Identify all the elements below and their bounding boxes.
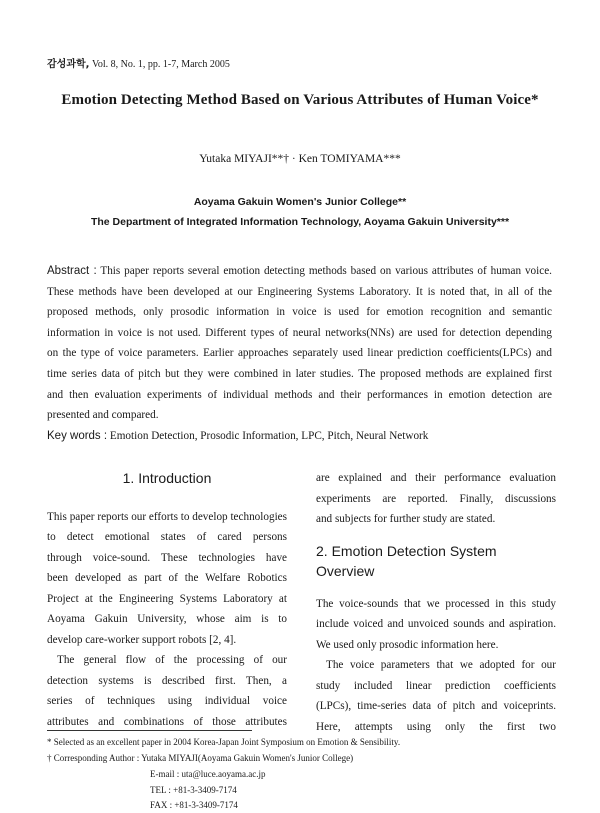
body-line: series of techniques using individual voice xyxy=(47,695,287,707)
abstract-line: These methods have been developed at our Engineering Systems Laboratory. It is noted that, in all of the xyxy=(47,285,552,298)
footnote-fax: FAX : +81-3-3409-7174 xyxy=(150,800,238,810)
abstract-label: Abstract : xyxy=(47,265,97,277)
paper-title: Emotion Detecting Method Based on Various Attributes of Human Voice* xyxy=(61,92,539,108)
body-line: (LPCs), time-series data of pitch and voiceprints. xyxy=(316,700,556,712)
footnote-corresponding-author: † Corresponding Author : Yutaka MIYAJI(Aoyama Gakuin Women's Junior College) xyxy=(47,753,354,763)
body-line: The general flow of the processing of our xyxy=(57,654,287,666)
abstract xyxy=(47,261,552,446)
body-line: The voice-sounds that we processed in this study xyxy=(316,597,556,610)
right-column xyxy=(316,468,556,737)
affiliation-1: Aoyama Gakuin Women's Junior College** xyxy=(193,196,407,208)
journal-header xyxy=(47,55,230,70)
author-list: Yutaka MIYAJI**† · Ken TOMIYAMA*** xyxy=(199,153,401,165)
body-line: are explained and their performance evaluation xyxy=(316,472,556,484)
body-line: attributes and combinations of those attributes xyxy=(47,715,287,728)
footnote-divider xyxy=(47,730,252,731)
footnote-selected: * Selected as an excellent paper in 2004 Korea-Japan Joint Symposium on Emotion & Sensibility. xyxy=(47,737,401,747)
abstract-line: on the type of voice parameters. Earlier approaches separately used linear prediction coefficients(LPCs) and xyxy=(47,347,552,360)
body-line: detection systems is described first. Then, a xyxy=(47,674,287,687)
journal-info: Vol. 8, No. 1, pp. 1-7, March 2005 xyxy=(91,59,230,70)
keywords xyxy=(47,426,552,447)
left-column xyxy=(47,468,287,732)
section-heading-overview: 2. Emotion Detection System Overview xyxy=(316,542,497,579)
keywords-label: Key words : xyxy=(47,429,108,442)
footnote-email: E-mail : uta@luce.aoyama.ac.jp xyxy=(150,769,266,779)
abstract-line: and then evaluation experiments of individual methods and their performances in emotion detection are xyxy=(47,388,552,401)
body-line: include voiced and unvoiced sounds and aspiration. xyxy=(316,618,556,630)
body-line: Project at the Engineering Systems Laboratory at xyxy=(47,592,287,605)
abstract-line: proposed methods, only prosodic information in voice is used for emotion recognition and semantic xyxy=(47,306,552,319)
affiliation-2: The Department of Integrated Information Technology, Aoyama Gakuin University*** xyxy=(90,216,510,228)
body-line: study included linear prediction coefficients xyxy=(316,679,556,692)
abstract-line: information in voice is not used. Different types of neural networks(NNs) are used for detection depending xyxy=(47,326,552,339)
footnote-tel: TEL : +81-3-3409-7174 xyxy=(150,785,237,795)
abstract-line: presented and compared. xyxy=(47,409,159,422)
body-line: Here, attempts using only the first two xyxy=(316,720,556,733)
body-line: experiments are reported. Finally, discussions xyxy=(316,492,556,505)
body-line: We used only prosodic information here. xyxy=(316,638,499,651)
keywords-list: Emotion Detection, Prosodic Information, LPC, Pitch, Neural Network xyxy=(109,429,429,442)
abstract-line: This paper reports several emotion detecting methods based on various attributes of human voice. xyxy=(100,265,552,277)
journal-name-korean: 감성과학, xyxy=(47,59,90,70)
body-line: been developed as part of the Welfare Robotics xyxy=(47,572,287,584)
body-line: and subjects for further study are stated. xyxy=(316,513,496,525)
body-line: The voice parameters that we adopted for our xyxy=(326,659,556,671)
abstract-line: time series data of pitch but they were combined in later studies. The proposed methods are explained first xyxy=(47,367,552,380)
body-line: through voice-sound. These technologies have xyxy=(47,551,287,564)
body-line: to detect emotional states of cared persons xyxy=(47,531,287,543)
body-line: Aoyama Gakuin University, whose aim is to xyxy=(47,613,287,625)
body-line: develop care-worker support robots [2, 4]. xyxy=(47,633,237,646)
section-heading-introduction: 1. Introduction xyxy=(122,470,212,486)
body-line: This paper reports our efforts to develop technologies xyxy=(47,510,287,523)
